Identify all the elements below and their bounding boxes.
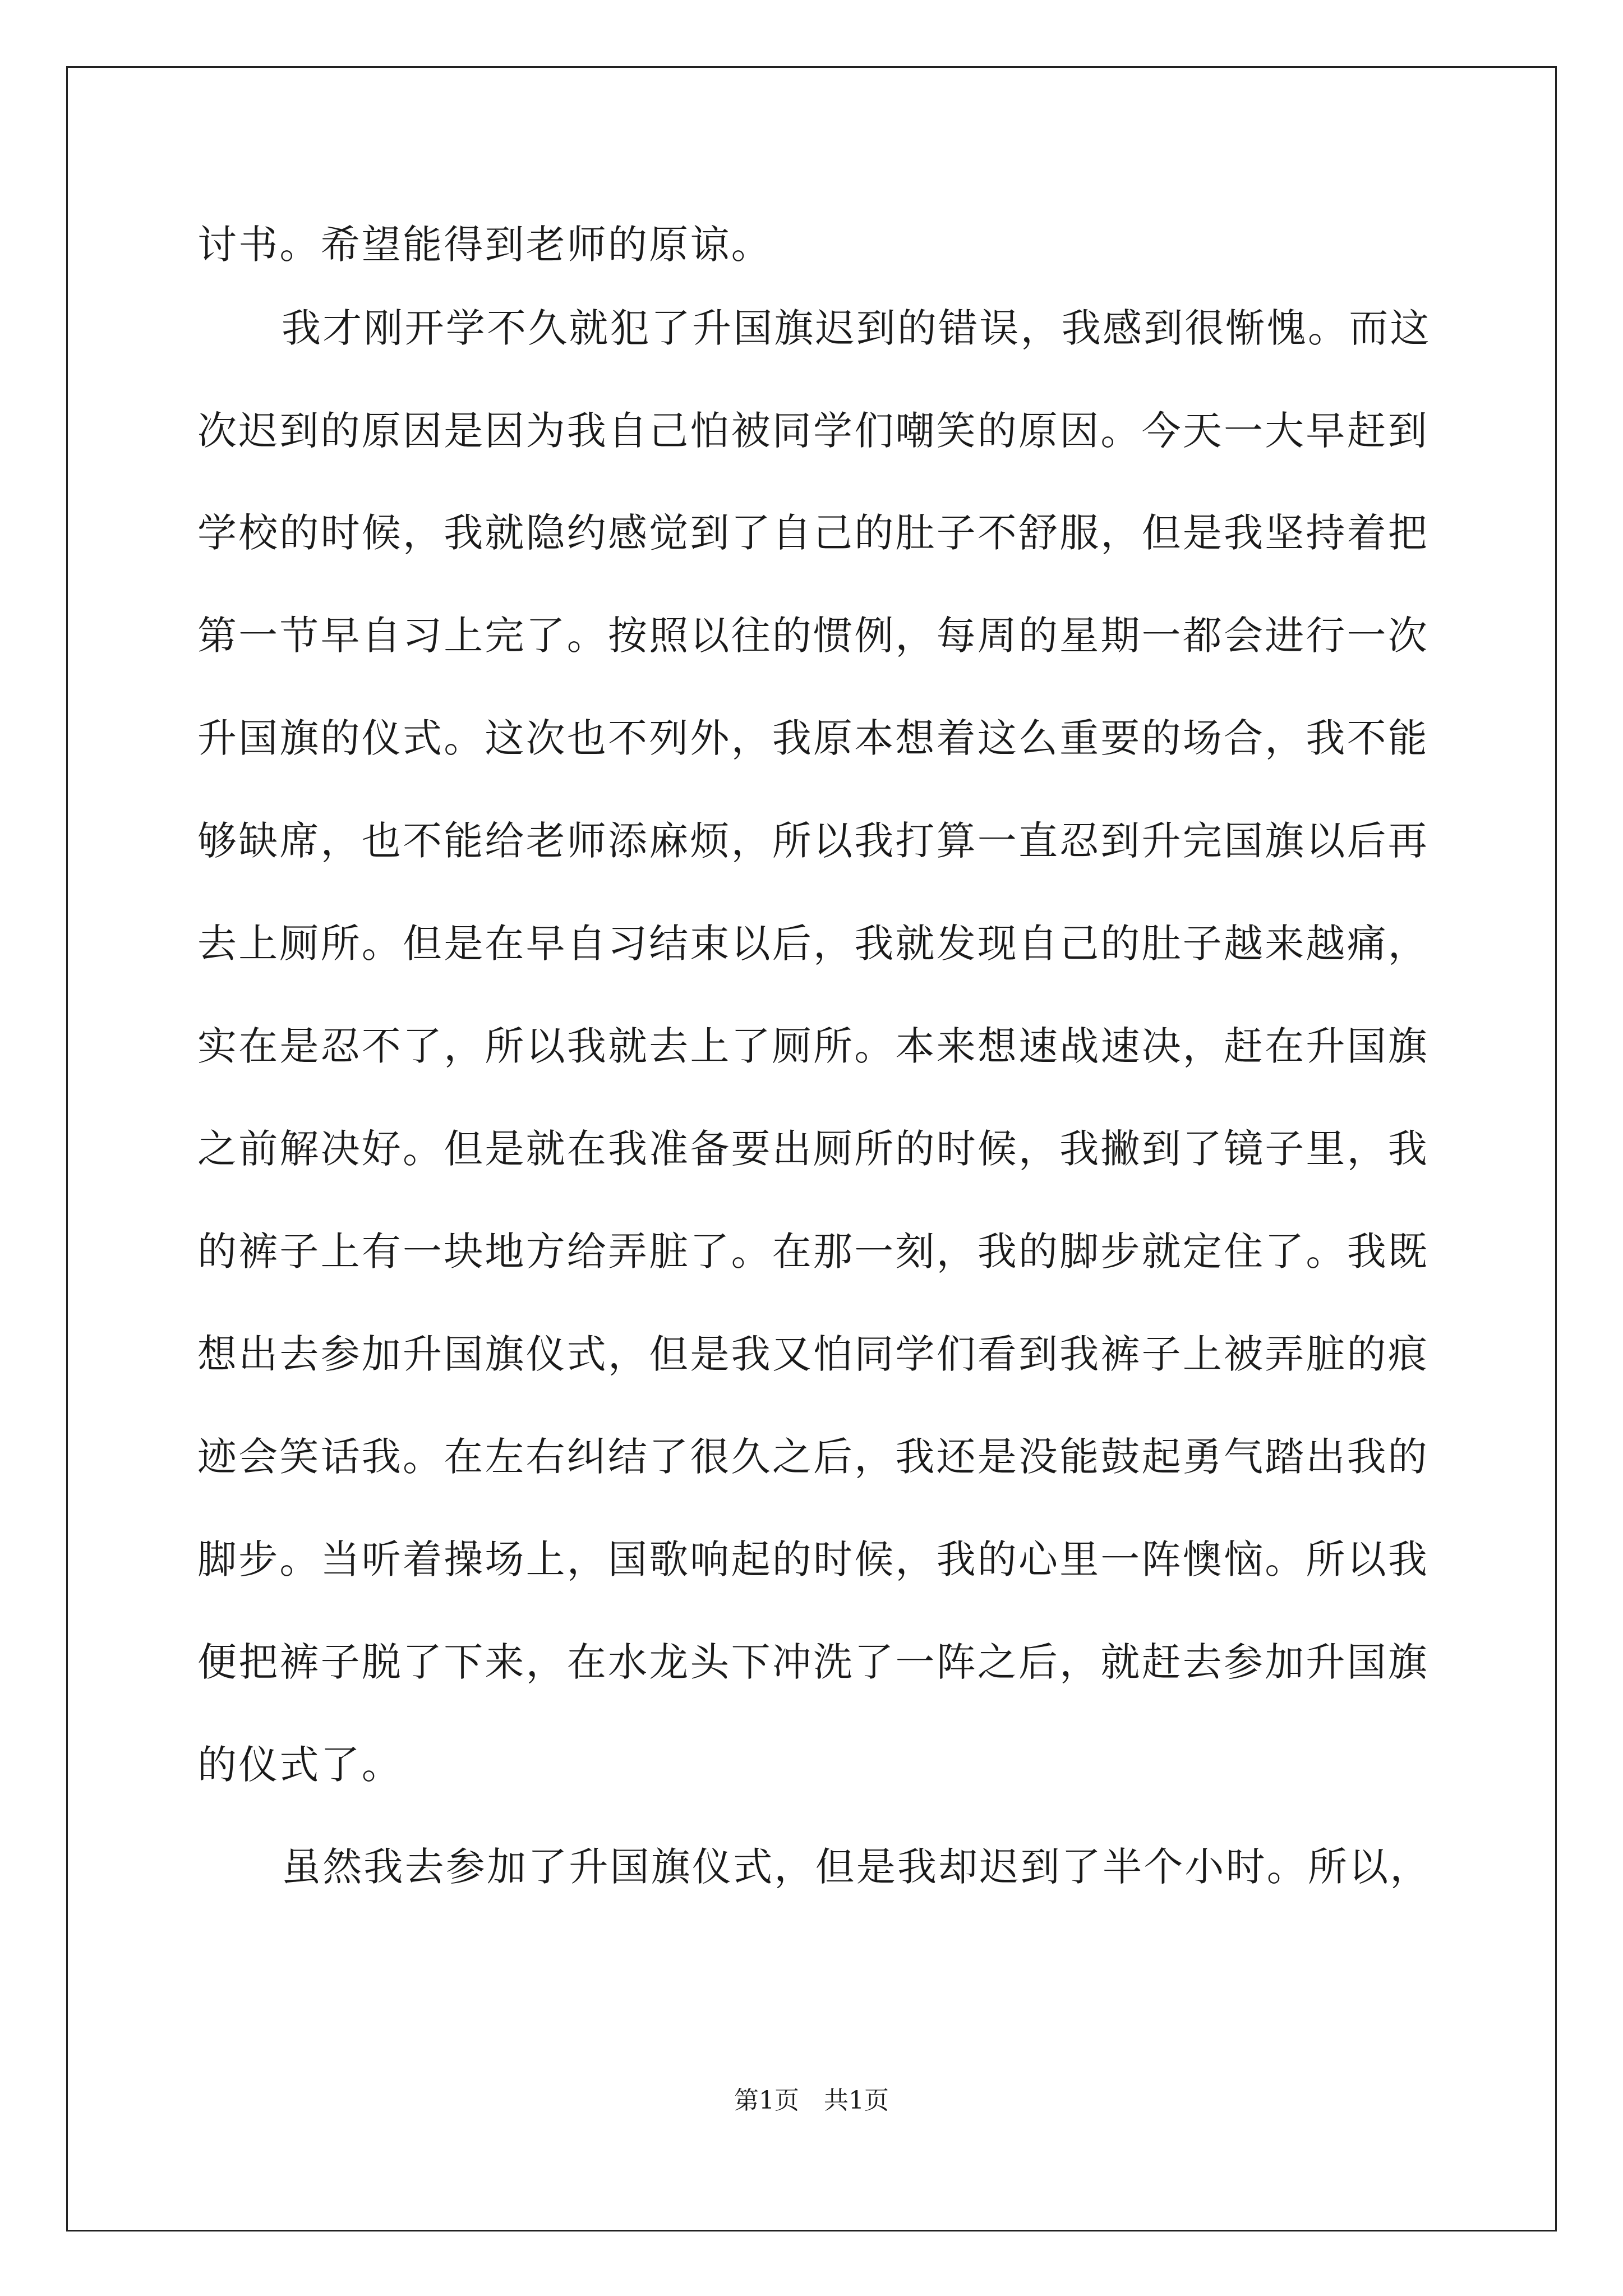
text-line: 之前解决好。但是就在我准备要出厕所的时候，我撇到了镜子里，我 <box>197 1126 1429 1172</box>
text-line: 讨书。希望能得到老师的原谅。 <box>197 222 772 268</box>
text-line: 的仪式了。 <box>197 1742 403 1788</box>
text-line: 次迟到的原因是因为我自己怕被同学们嘲笑的原因。今天一大早赶到 <box>197 408 1429 454</box>
text-line: 的裤子上有一块地方给弄脏了。在那一刻，我的脚步就定住了。我既 <box>197 1228 1429 1274</box>
text-line: 学校的时候，我就隐约感觉到了自己的肚子不舒服，但是我坚持着把 <box>197 510 1429 556</box>
paragraph-start-line: 虽然我去参加了升国旗仪式，但是我却迟到了半个小时。所以， <box>282 1844 1431 1890</box>
text-line: 升国旗的仪式。这次也不列外，我原本想着这么重要的场合，我不能 <box>197 715 1429 761</box>
text-line: 便把裤子脱了下来，在水龙头下冲洗了一阵之后，就赶去参加升国旗 <box>197 1639 1429 1685</box>
text-line: 迹会笑话我。在左右纠结了很久之后，我还是没能鼓起勇气踏出我的 <box>197 1434 1429 1480</box>
text-line: 脚步。当听着操场上，国歌响起的时候，我的心里一阵懊恼。所以我 <box>197 1536 1429 1582</box>
text-line: 实在是忍不了，所以我就去上了厕所。本来想速战速决，赶在升国旗 <box>197 1023 1429 1069</box>
text-line: 够缺席，也不能给老师添麻烦，所以我打算一直忍到升完国旗以后再 <box>197 818 1429 864</box>
text-line: 去上厕所。但是在早自习结束以后，我就发现自己的肚子越来越痛， <box>197 921 1429 967</box>
paragraph-start-line: 我才刚开学不久就犯了升国旗迟到的错误，我感到很惭愧。而这 <box>282 305 1431 351</box>
page-number-footer: 第1页 共1页 <box>734 2086 889 2115</box>
text-line: 想出去参加升国旗仪式，但是我又怕同学们看到我裤子上被弄脏的痕 <box>197 1331 1429 1377</box>
text-line: 第一节早自习上完了。按照以往的惯例，每周的星期一都会进行一次 <box>197 613 1429 659</box>
